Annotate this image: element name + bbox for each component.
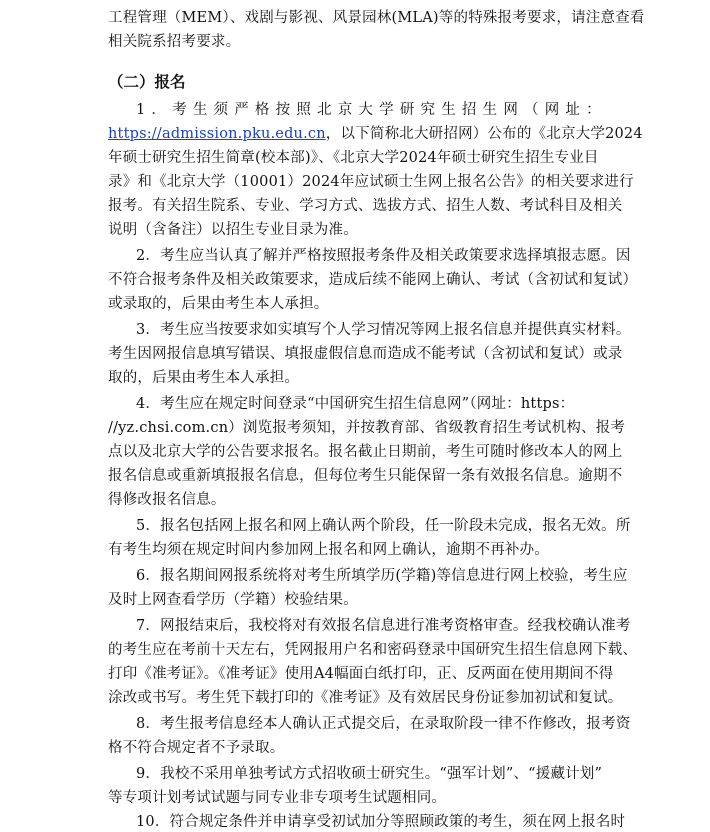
item-1-link-suffix: ，以下简称北大研招网）公布的《北京大学2024 bbox=[325, 126, 643, 142]
intro-line: 相关院系招考要求。 bbox=[108, 34, 241, 50]
item-5-line: 5．报名包括网上报名和网上确认两个阶段，任一阶段未完成，报名无效。所 bbox=[136, 518, 631, 534]
item-3-line: 3．考生应当按要求如实填写个人学习情况等网上报名信息并提供真实材料。 bbox=[136, 322, 631, 338]
item-1-line bbox=[108, 124, 643, 144]
intro-line: 工程管理（MEM）、戏剧与影视、风景园林(MLA)等的特殊报考要求，请注意查看 bbox=[108, 10, 645, 26]
item-7-line: 的考生应在考前十天左右，凭网报用户名和密码登录中国研究生招生信息网下载、 bbox=[108, 642, 638, 658]
item-9-line: 9．我校不采用单独考试方式招收硕士研究生。“强军计划”、“援藏计划” bbox=[136, 766, 603, 782]
item-8-line: 8．考生报考信息经本人确认正式提交后，在录取阶段一律不作修改，报考资 bbox=[136, 716, 631, 732]
item-7-line: 打印《准考证》。《准考证》使用A4幅面白纸打印，正、反两面在使用期间不得 bbox=[108, 666, 614, 682]
item-8-line: 格不符合规定者不予录取。 bbox=[108, 740, 285, 756]
item-9-line: 等专项计划考试试题与同专业非专项考生试题相同。 bbox=[108, 790, 447, 806]
item-4-line: 得修改报名信息。 bbox=[108, 492, 226, 508]
item-6-line: 6．报名期间网报系统将对考生所填学历(学籍)等信息进行网上校验，考生应 bbox=[136, 568, 628, 584]
section-heading: （二）报名 bbox=[108, 73, 186, 91]
item-2-line: 2．考生应当认真了解并严格按照报考条件及相关政策要求选择填报志愿。因 bbox=[136, 248, 631, 264]
admission-website-link[interactable]: https://admission.pku.edu.cn bbox=[108, 126, 326, 142]
item-7-line: 涂改或书写。考生凭下载打印的《准考证》及有效居民身份证参加初试和复试。 bbox=[108, 690, 623, 706]
item-1-line: 录》和《北京大学（10001）2024年应试硕士生网上报名公告》的相关要求进行 bbox=[108, 174, 634, 190]
item-1-line: 年硕士研究生招生简章(校本部)》、《北京大学2024年硕士研究生招生专业目 bbox=[108, 150, 599, 166]
item-7-line: 7．网报结束后，我校将对有效报名信息进行准考资格审查。经我校确认准考 bbox=[136, 618, 631, 634]
item-4-line: //yz.chsi.com.cn）浏览报考须知，并按教育部、省级教育招生考试机构、报考 bbox=[108, 420, 626, 436]
item-2-line: 不符合报考条件及相关政策要求，造成后续不能网上确认、考试（含初试和复试） bbox=[108, 272, 638, 288]
item-10-line: 10．符合规定条件并申请享受初试加分等照顾政策的考生，须在网上报名时 bbox=[136, 814, 626, 830]
item-3-line: 取的，后果由考生本人承担。 bbox=[108, 370, 300, 386]
item-6-line: 及时上网查看学历（学籍）校验结果。 bbox=[108, 592, 358, 608]
item-1-line: 报考。有关招生院系、专业、学习方式、选拔方式、招生人数、考试科目及相关 bbox=[108, 198, 623, 214]
item-4-line: 报名信息或重新填报报名信息，但每位考生只能保留一条有效报名信息。逾期不 bbox=[108, 468, 623, 484]
item-2-line: 或录取的，后果由考生本人承担。 bbox=[108, 296, 329, 312]
item-5-line: 有考生均须在规定时间内参加网上报名和网上确认，逾期不再补办。 bbox=[108, 542, 549, 558]
item-3-line: 考生因网报信息填写错误、填报虚假信息而造成不能考试（含初试和复试）或录 bbox=[108, 346, 623, 362]
item-1-line: 1．考生须严格按照北京大学研究生招生网（网址： bbox=[136, 102, 607, 118]
item-4-line: 4．考生应在规定时间登录“中国研究生招生信息网”（网址：https： bbox=[136, 396, 575, 412]
item-4-line: 点以及北京大学的公告要求报名。报名截止日期前，考生可随时修改本人的网上 bbox=[108, 444, 623, 460]
item-1-line: 说明（含备注）以招生专业目录为准。 bbox=[108, 222, 358, 238]
